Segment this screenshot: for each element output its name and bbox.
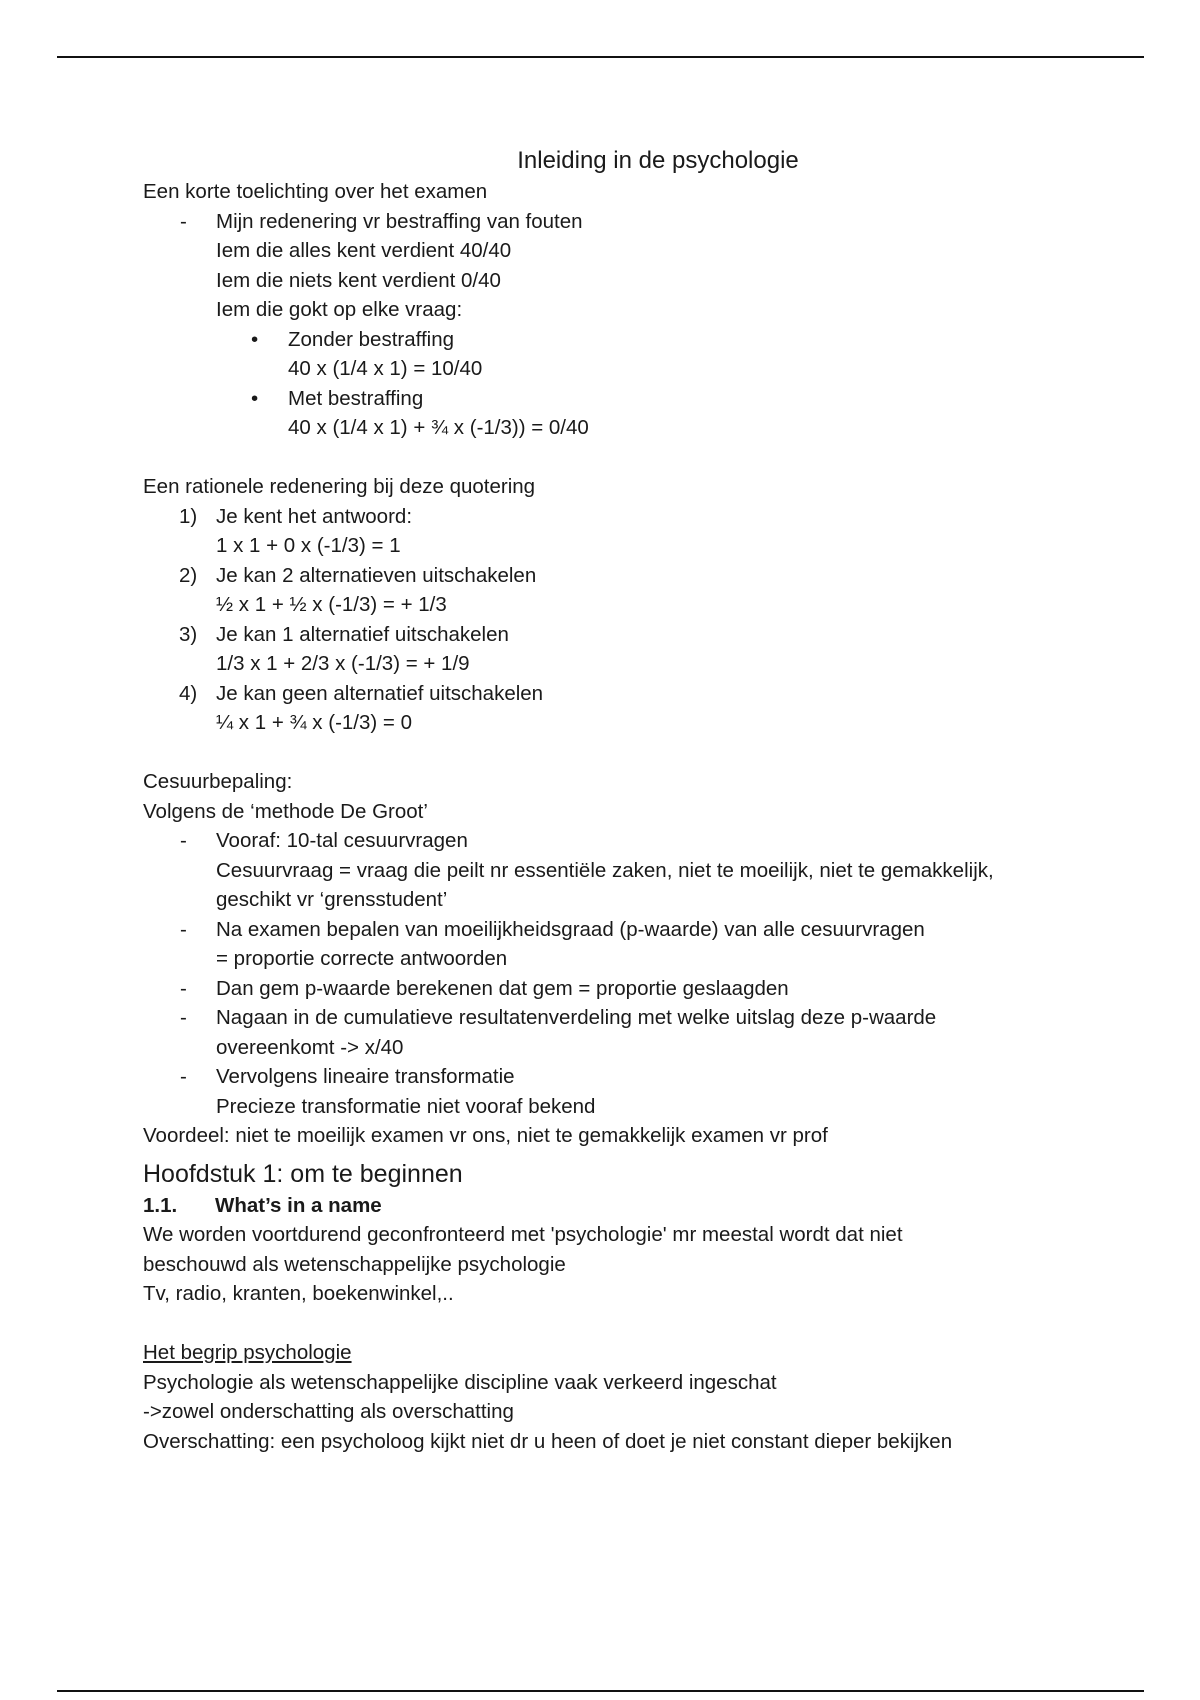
dash-marker: -: [180, 829, 187, 852]
section-heading: [143, 1191, 1093, 1221]
list-item: [143, 915, 1093, 945]
list-item: [143, 207, 1093, 237]
list-item-text: Iem die niets kent verdient 0/40: [216, 268, 501, 292]
chapter-heading: Hoofdstuk 1: om te beginnen: [143, 1159, 463, 1188]
list-item: [143, 502, 1093, 532]
list-item-text: Je kent het antwoord:: [216, 504, 413, 528]
paragraph-line: ->zowel onderschatting als overschatting: [143, 1400, 514, 1423]
list-item-text: Je kan geen alternatief uitschakelen: [216, 681, 544, 705]
list-item-text: Vooraf: 10-tal cesuurvragen: [216, 829, 468, 852]
list-item: [143, 561, 1093, 591]
formula: ½ x 1 + ½ x (-1/3) = + 1/3: [216, 593, 447, 616]
list-item-text: Precieze transformatie niet vooraf bekend: [216, 1094, 596, 1118]
list-number: 4): [179, 681, 198, 705]
list-item-text: Dan gem p-waarde berekenen dat gem = proportie geslaagden: [216, 976, 789, 1000]
list-item: [143, 620, 1093, 650]
paragraph-line: beschouwd als wetenschappelijke psychologie: [143, 1252, 566, 1276]
list-item-text: Vervolgens lineaire transformatie: [216, 1065, 515, 1088]
list-item-text: = proportie correcte antwoorden: [216, 947, 508, 970]
cesuur-method: Volgens de ‘methode De Groot’: [143, 799, 428, 823]
page-title: Inleiding in de psychologie: [517, 147, 799, 174]
header-rule: [57, 56, 1144, 58]
paragraph-line: Overschatting: een psycholoog kijkt niet dr u heen of doet je niet constant dieper bekijken: [143, 1429, 953, 1453]
rational-heading: Een rationele redenering bij deze quotering: [143, 475, 536, 498]
list-item-text: geschikt vr ‘grensstudent’: [216, 888, 448, 911]
list-item: [143, 1003, 1093, 1033]
cesuur-advantage: Voordeel: niet te moeilijk examen vr ons, niet te gemakkelijk examen vr prof: [143, 1124, 828, 1147]
list-item-text: Na examen bepalen van moeilijkheidsgraad (p-waarde) van alle cesuurvragen: [216, 917, 925, 941]
list-item-text: Cesuurvraag = vraag die peilt nr essentiële zaken, niet te moeilijk, niet te gemakkelijk,: [216, 858, 994, 882]
bullet-label: Zonder bestraffing: [288, 327, 455, 351]
bullet-marker: •: [251, 386, 259, 410]
list-item: [143, 679, 1093, 709]
exam-heading: Een korte toelichting over het examen: [143, 180, 488, 203]
list-item-text: Je kan 1 alternatief uitschakelen: [216, 622, 509, 646]
bullet-label: Met bestraffing: [288, 386, 424, 410]
list-item-text: Mijn redenering vr bestraffing van fouten: [216, 209, 583, 233]
paragraph-line: Psychologie als wetenschappelijke discipline vaak verkeerd ingeschat: [143, 1370, 777, 1394]
formula: 40 x (1/4 x 1) + ¾ x (-1/3)) = 0/40: [288, 416, 589, 439]
section-number: 1.1.: [143, 1193, 178, 1217]
bullet-item: [143, 325, 1093, 355]
formula: 1/3 x 1 + 2/3 x (-1/3) = + 1/9: [216, 652, 470, 675]
list-item: [143, 826, 1093, 856]
subheading: Het begrip psychologie: [143, 1341, 352, 1364]
list-item: [143, 974, 1093, 1004]
list-item-text: overeenkomt -> x/40: [216, 1035, 404, 1059]
dash-marker: -: [180, 1006, 187, 1029]
dash-marker: -: [180, 1065, 187, 1088]
dash-marker: -: [180, 917, 187, 941]
cesuur-heading: Cesuurbepaling:: [143, 770, 293, 793]
bullet-item: [143, 384, 1093, 414]
list-item-text: Je kan 2 alternatieven uitschakelen: [216, 563, 537, 587]
formula: ¼ x 1 + ¾ x (-1/3) = 0: [216, 711, 412, 734]
section-title: What’s in a name: [215, 1193, 382, 1217]
bullet-marker: •: [251, 327, 259, 351]
list-item-text: Iem die alles kent verdient 40/40: [216, 239, 512, 262]
list-item-text: Nagaan in de cumulatieve resultatenverdeling met welke uitslag deze p-waarde: [216, 1006, 937, 1029]
dash-marker: -: [180, 209, 187, 233]
paragraph-line: Tv, radio, kranten, boekenwinkel,..: [143, 1282, 454, 1305]
list-number: 3): [179, 622, 198, 646]
formula: 40 x (1/4 x 1) = 10/40: [288, 357, 483, 380]
list-number: 1): [179, 504, 198, 528]
footer-rule: [57, 1690, 1144, 1692]
list-item-text: Iem die gokt op elke vraag:: [216, 298, 463, 321]
dash-marker: -: [180, 976, 187, 1000]
paragraph-line: We worden voortdurend geconfronteerd met 'psychologie' mr meestal wordt dat niet: [143, 1223, 903, 1246]
document-page: [143, 145, 1093, 1456]
list-number: 2): [179, 563, 198, 587]
formula: 1 x 1 + 0 x (-1/3) = 1: [216, 534, 401, 557]
list-item: [143, 1062, 1093, 1092]
